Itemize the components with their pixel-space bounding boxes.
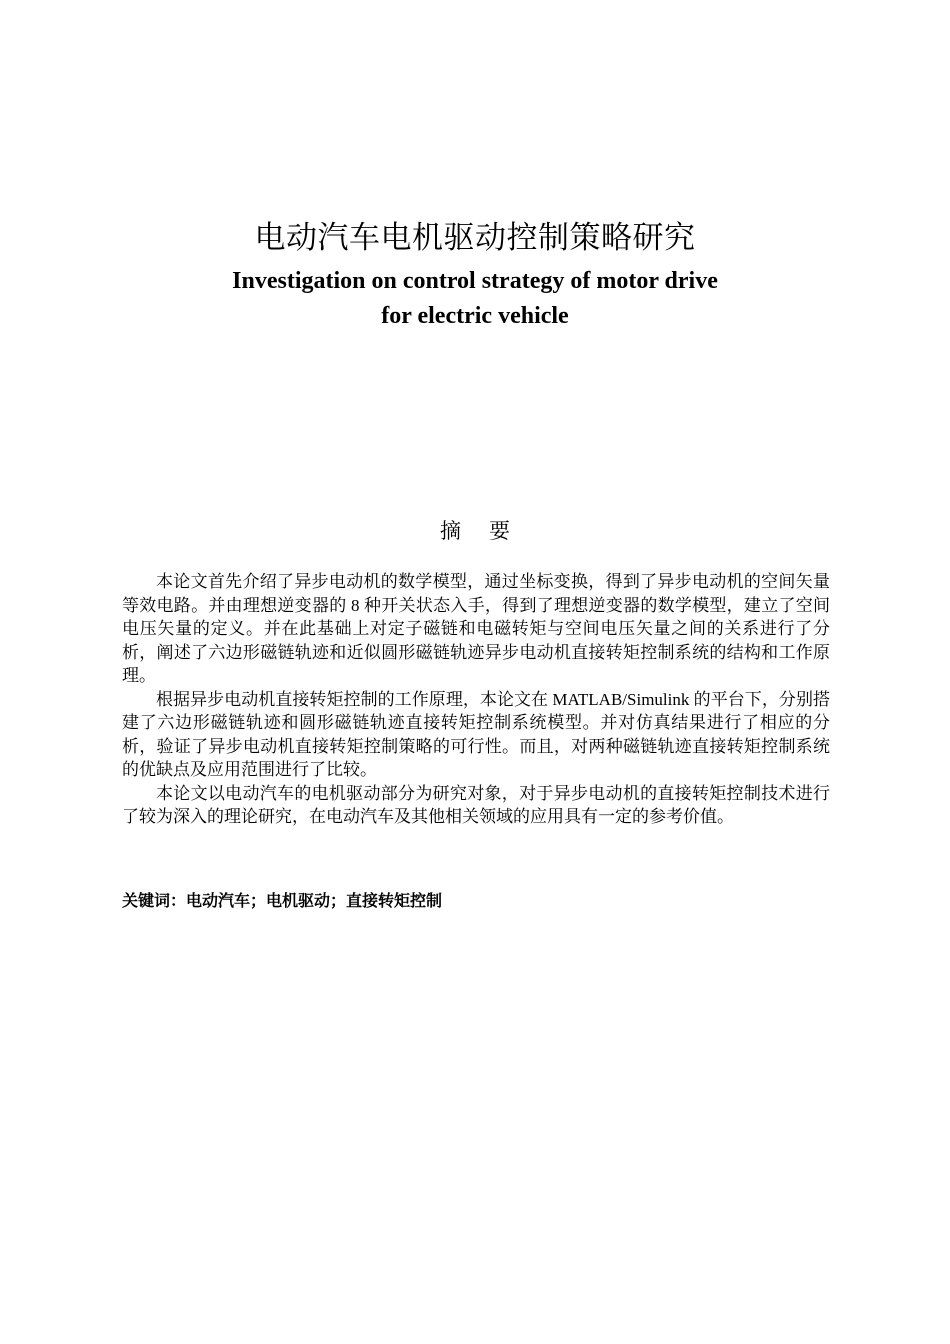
title-english-line-2: for electric vehicle	[381, 303, 569, 329]
abstract-paragraph-2: 根据异步电动机直接转矩控制的工作原理，本论文在 MATLAB/Simulink 的平台下，分别搭建了六边形磁链轨迹和圆形磁链轨迹直接转矩控制系统模型。并对仿真结果进行了相应的分析，验证了异步电动机直接转矩控制策略的可行性。而且，对两种磁链轨迹直接转矩控制系统的优缺点及应用范围进行了比较。	[122, 689, 830, 779]
title-chinese: 电动汽车电机驱动控制策略研究	[254, 220, 696, 256]
abstract-heading: 摘要	[440, 519, 538, 543]
title-english	[0, 264, 950, 334]
keywords: 关键词：电动汽车；电机驱动；直接转矩控制	[122, 891, 443, 910]
title-english-line-1: Investigation on control strategy of motor drive	[232, 268, 718, 294]
abstract-paragraph-3: 本论文以电动汽车的电机驱动部分为研究对象，对于异步电动机的直接转矩控制技术进行了较为深入的理论研究，在电动汽车及其他相关领域的应用具有一定的参考价值。	[122, 783, 830, 826]
abstract-paragraph-1: 本论文首先介绍了异步电动机的数学模型，通过坐标变换，得到了异步电动机的空间矢量等效电路。并由理想逆变器的 8 种开关状态入手，得到了理想逆变器的数学模型，建立了空间电压矢量的定义。并在此基础上对定子磁链和电磁转矩与空间电压矢量之间的关系进行了分析，阐述了六边形磁链轨迹和近似圆形磁链轨迹异步电动机直接转矩控制系统的结构和工作原理。	[122, 572, 830, 685]
abstract-body	[122, 570, 830, 829]
